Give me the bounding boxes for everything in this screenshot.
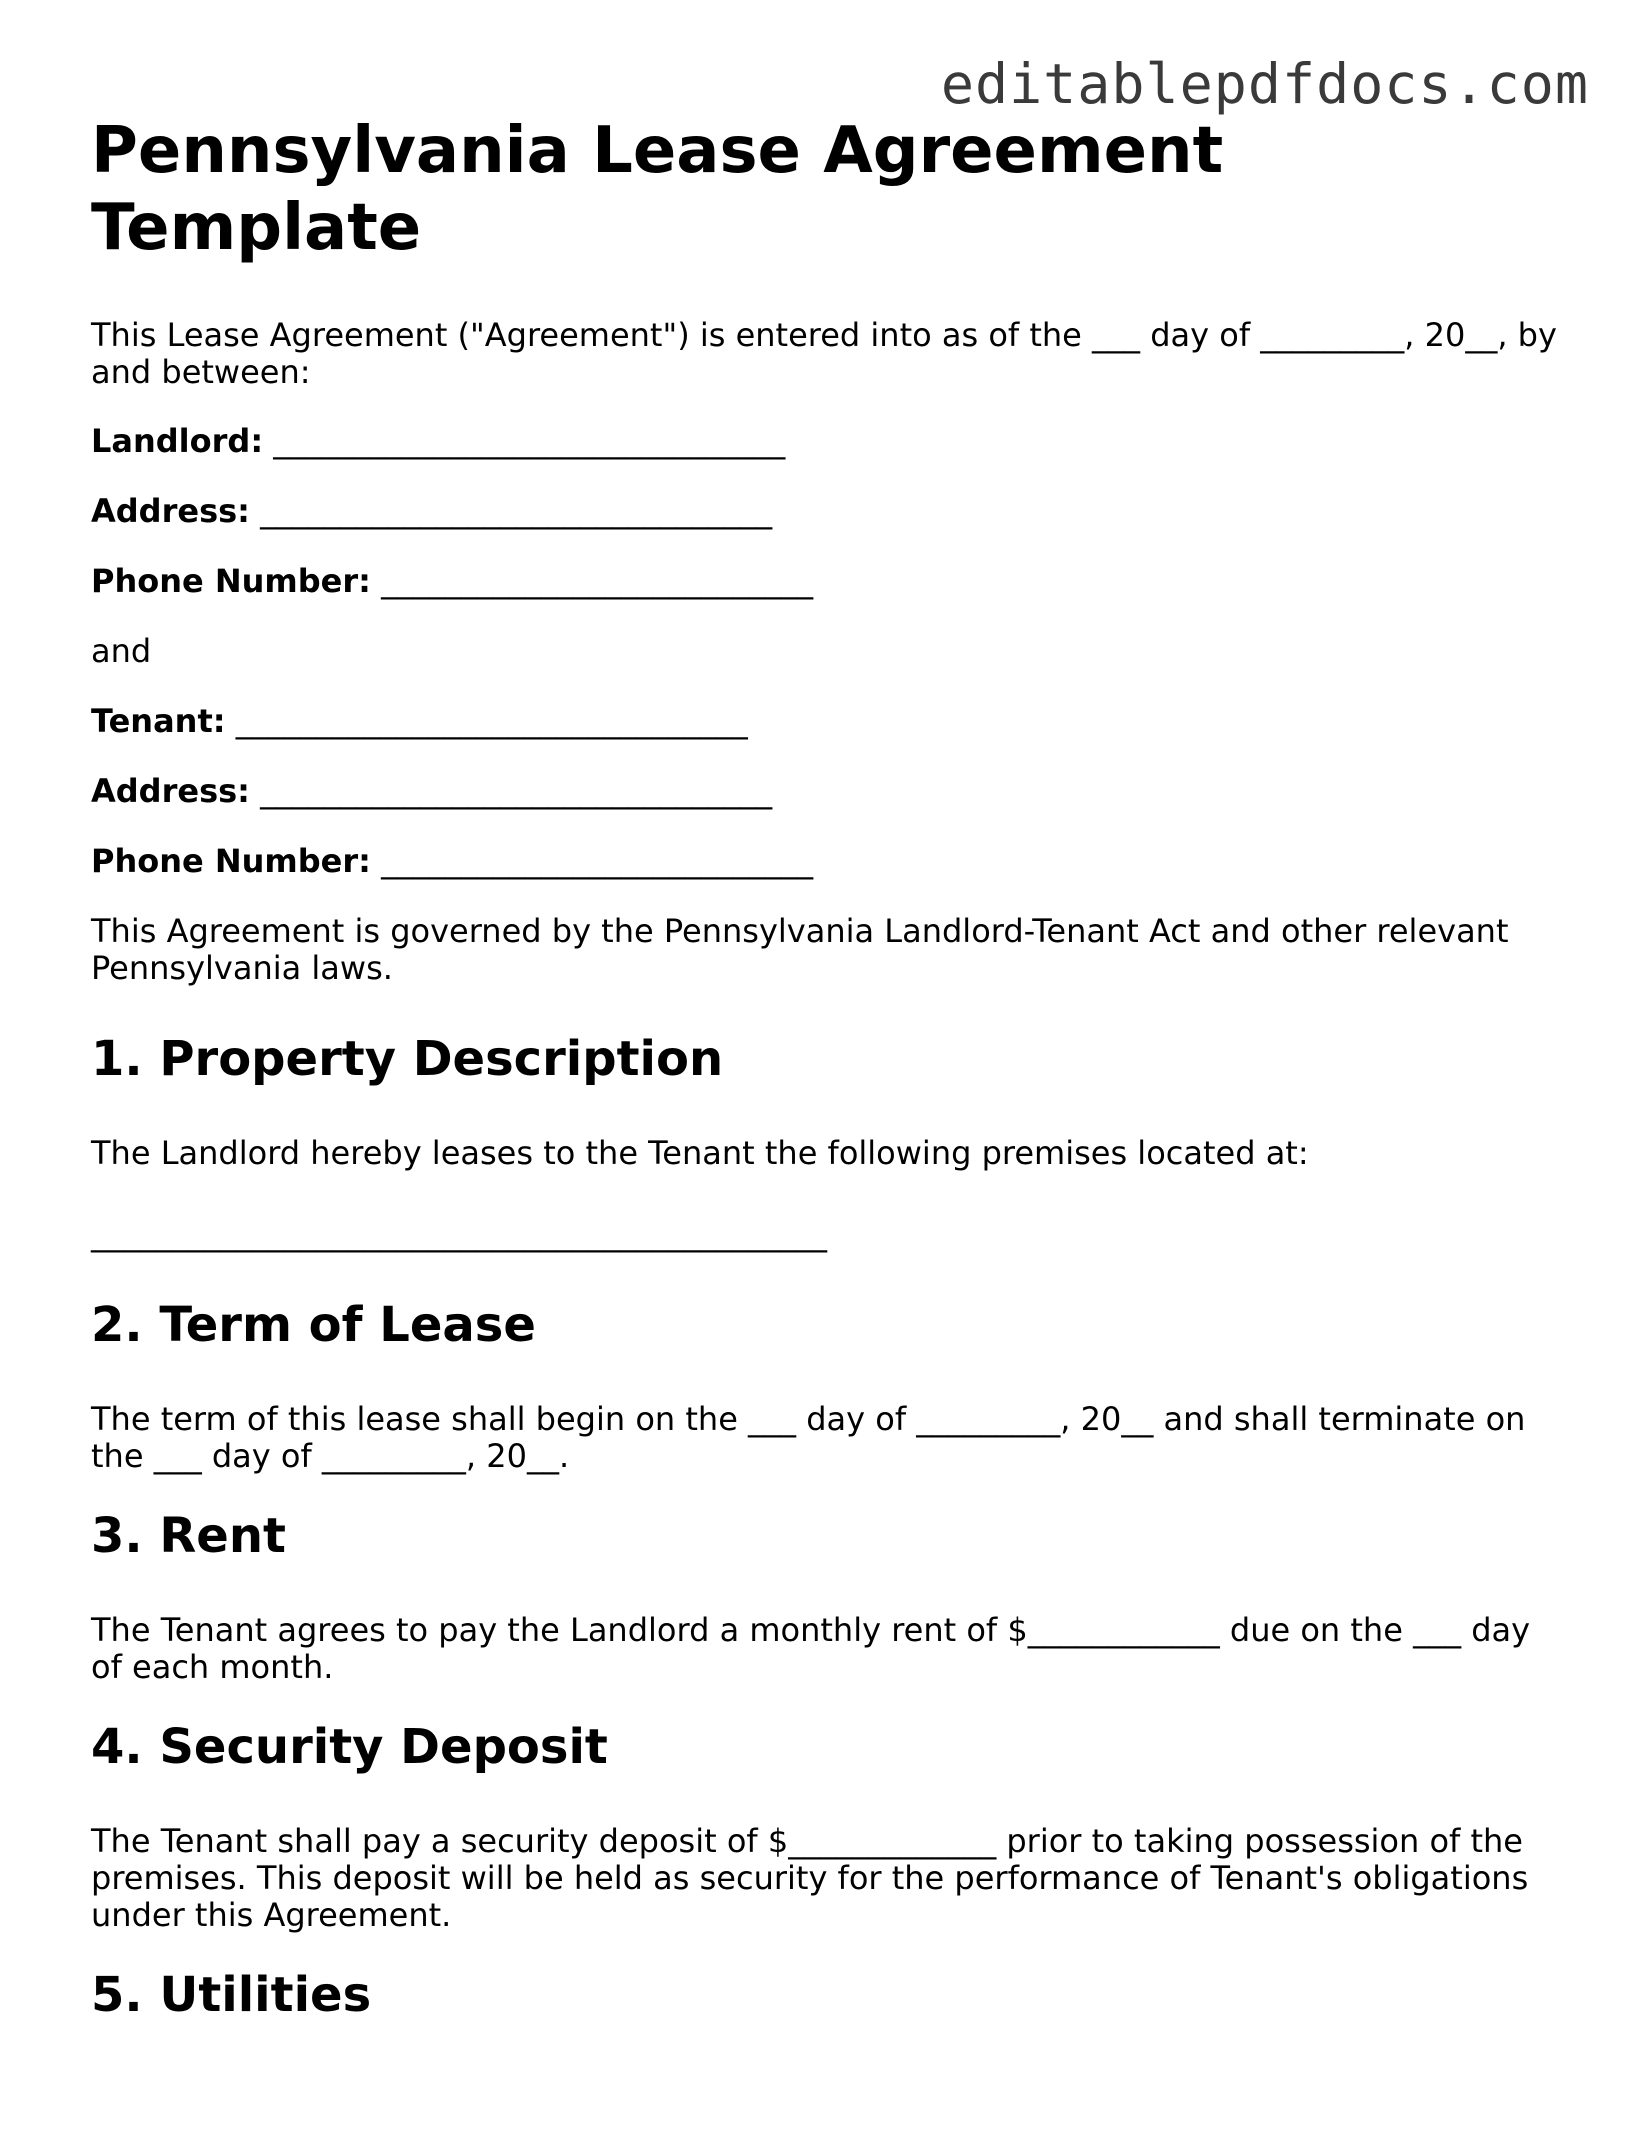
document-title: Pennsylvania Lease Agreement Template (91, 114, 1224, 265)
property-paragraph: The Landlord hereby leases to the Tenant the following premises located at: (91, 1134, 1309, 1172)
tenant-phone-label: Phone Number: (91, 842, 371, 880)
section-heading-rent: 3. Rent (91, 1508, 286, 1564)
intro-paragraph: This Lease Agreement ("Agreement") is entered into as of the ___ day of _________, 20__, by and between: (91, 316, 1557, 391)
document-page (91, 113, 1571, 2024)
tenant-name-field (91, 703, 1571, 740)
landlord-name-field (91, 423, 1571, 460)
section-heading-property: 1. Property Description (91, 1031, 724, 1087)
landlord-phone-field (91, 563, 1571, 600)
tenant-address-label: Address: (91, 772, 250, 810)
tenant-name-label: Tenant: (91, 702, 226, 740)
landlord-name-label: Landlord: (91, 422, 264, 460)
section-heading-utilities: 5. Utilities (91, 1967, 372, 2023)
landlord-address-blank[interactable]: ________________________________ (260, 492, 773, 530)
tenant-phone-blank[interactable]: ___________________________ (381, 842, 814, 880)
section-heading-term: 2. Term of Lease (91, 1297, 536, 1353)
property-address-blank[interactable]: ______________________________________________ (91, 1215, 827, 1253)
landlord-address-field (91, 493, 1571, 530)
watermark: editablepdfdocs.com (940, 52, 1589, 116)
landlord-name-blank[interactable]: ________________________________ (273, 422, 786, 460)
rent-paragraph: The Tenant agrees to pay the Landlord a monthly rent of $____________ due on the ___ day of each month. (91, 1611, 1531, 1686)
section-heading-security-deposit: 4. Security Deposit (91, 1719, 608, 1775)
tenant-phone-field (91, 843, 1571, 880)
security-deposit-paragraph: The Tenant shall pay a security deposit of $_____________ prior to taking possession of the premises. This deposit will be held as security for the performance of Tenant's obligations under this Agreement. (91, 1822, 1529, 1934)
tenant-address-blank[interactable]: ________________________________ (260, 772, 773, 810)
and-connector: and (91, 632, 152, 670)
tenant-name-blank[interactable]: ________________________________ (235, 702, 748, 740)
landlord-address-label: Address: (91, 492, 250, 530)
tenant-address-field (91, 773, 1571, 810)
landlord-phone-label: Phone Number: (91, 562, 371, 600)
term-paragraph: The term of this lease shall begin on the ___ day of _________, 20__ and shall terminate on the ___ day of _________, 20__. (91, 1400, 1526, 1475)
landlord-phone-blank[interactable]: ___________________________ (381, 562, 814, 600)
governing-law-paragraph: This Agreement is governed by the Pennsylvania Landlord-Tenant Act and other relevant Pennsylvania laws. (91, 912, 1509, 987)
